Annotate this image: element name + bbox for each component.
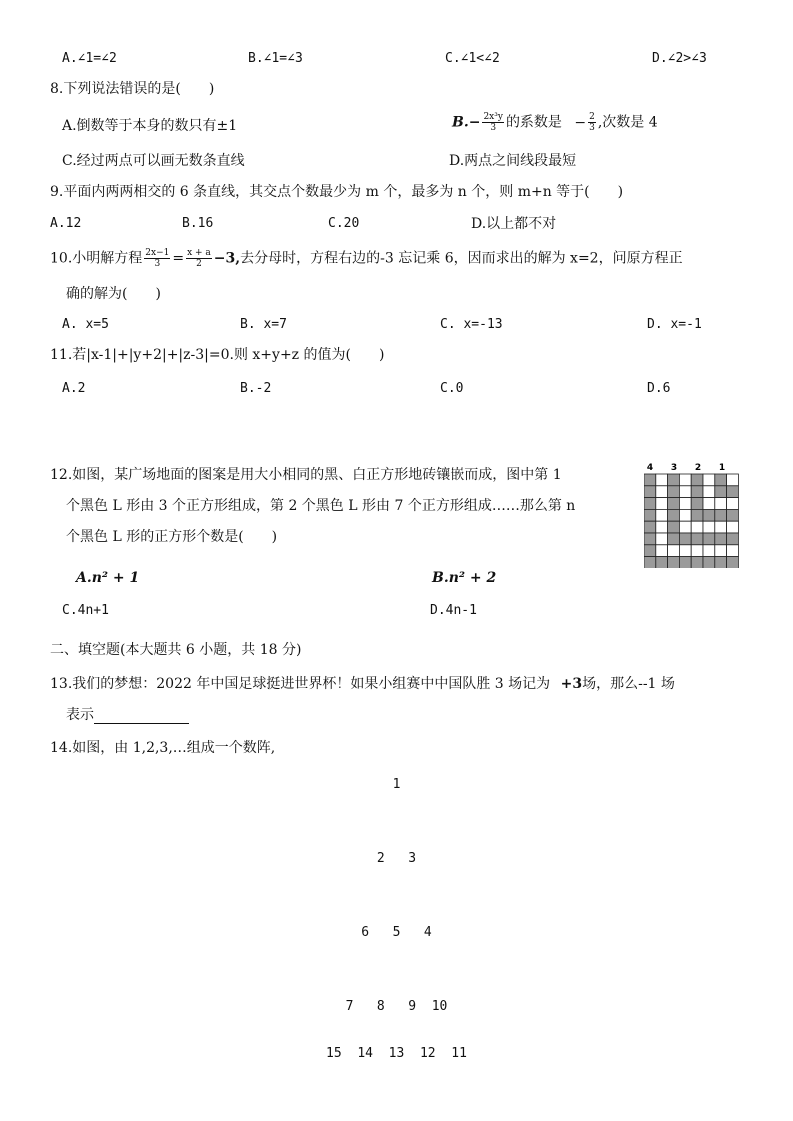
q7-option-b: B.∠1=∠3 (248, 51, 303, 66)
grid-tile (727, 533, 739, 545)
grid-tile (644, 509, 656, 521)
q10-minus-three: −3, (213, 250, 241, 267)
q9-option-b: B.16 (182, 216, 214, 231)
grid-tile (679, 557, 691, 568)
q7-option-d: D.∠2>∠3 (652, 51, 707, 66)
grid-tile (644, 486, 656, 498)
grid-tile (727, 486, 739, 498)
q8-option-b-neg: − (574, 114, 587, 131)
q9-option-d: D.以上都不对 (471, 216, 557, 232)
grid-tile (703, 557, 715, 568)
grid-tile (703, 521, 715, 533)
grid-tile (668, 533, 680, 545)
grid-tile (679, 533, 691, 545)
grid-tile (715, 557, 727, 568)
grid-tile (656, 521, 668, 533)
q10-option-d: D. x=-1 (647, 317, 702, 332)
grid-tile (644, 533, 656, 545)
grid-tile (715, 486, 727, 498)
q8-stem: 8.下列说法错误的是( ) (50, 81, 215, 97)
grid-tile (691, 509, 703, 521)
grid-tile (727, 557, 739, 568)
q8-option-b-fraction2: $\frac{2}{3}$ (589, 112, 595, 133)
grid-tile (668, 486, 680, 498)
q12-option-d: D.4n-1 (430, 603, 477, 618)
q13-answer-blank[interactable] (94, 709, 189, 724)
q10-fraction-right: $\frac{x + a}{2}$ (187, 248, 211, 269)
grid-tile (691, 533, 703, 545)
grid-tile (656, 486, 668, 498)
q8-option-b-suffix: ,次数是 4 (597, 114, 658, 131)
q10-equals: = (172, 250, 185, 267)
fig-label-1: 1 (718, 463, 726, 473)
q11-stem: 11.若|x-1|+|y+2|+|z-3|=0.则 x+y+z 的值为( ) (50, 347, 385, 363)
q9-option-a: A.12 (50, 216, 82, 231)
q9-stem: 9.平面内两两相交的 6 条直线，其交点个数最少为 m 个，最多为 n 个，则 m+n 等于( ) (50, 184, 624, 200)
q10-line2: 确的解为( ) (66, 286, 161, 302)
q10-prefix: 10.小明解方程 (50, 250, 143, 267)
grid-tile (644, 498, 656, 510)
q11-option-a: A.2 (62, 381, 86, 396)
q8-option-a: A.倒数等于本身的数只有±1 (62, 118, 238, 134)
q13-line2 (66, 706, 189, 724)
grid-tile (656, 557, 668, 568)
grid-tile (691, 498, 703, 510)
grid-tile (656, 498, 668, 510)
grid-tile (715, 533, 727, 545)
q11-option-b: B.-2 (240, 381, 272, 396)
q8-option-c: C.经过两点可以画无数条直线 (62, 153, 245, 169)
grid-tile (644, 545, 656, 557)
grid-tile (727, 509, 739, 521)
fig-label-4: 4 (646, 463, 654, 473)
q13-plus-three: +3 (560, 676, 583, 692)
grid-tile (715, 545, 727, 557)
grid-tile (703, 545, 715, 557)
grid-tile (679, 486, 691, 498)
grid-tile (679, 521, 691, 533)
q10-rest: 去分母时，方程右边的-3 忘记乘 6，因而求出的解为 x=2，问原方程正 (240, 250, 683, 267)
grid-tile (644, 557, 656, 568)
q8-option-b-text: 的系数是 (505, 114, 562, 131)
grid-tile (656, 474, 668, 486)
grid-tile (703, 533, 715, 545)
q12-line3: 个黑色 L 形的正方形个数是( ) (66, 529, 278, 545)
grid-tile (644, 521, 656, 533)
grid-tile (668, 521, 680, 533)
grid-tile (644, 474, 656, 486)
q14-row-4: 7 8 9 10 (345, 999, 448, 1014)
grid-tile (727, 545, 739, 557)
q8-option-b (452, 112, 658, 133)
grid-tile (691, 545, 703, 557)
grid-tile (668, 509, 680, 521)
q12-option-a: A.n² + 1 (76, 570, 140, 586)
grid-tile (703, 498, 715, 510)
l-shape-tile-figure (644, 462, 740, 568)
grid-tile (691, 486, 703, 498)
grid-tile (668, 474, 680, 486)
q10-fraction-left: $\frac{2x-1}{3}$ (145, 248, 170, 269)
grid-tile (679, 474, 691, 486)
grid-tile (679, 545, 691, 557)
q8-option-d: D.两点之间线段最短 (449, 153, 577, 169)
grid-tile (668, 545, 680, 557)
q8-option-b-prefix: B.− (452, 114, 481, 131)
grid-tile (679, 498, 691, 510)
q14-row-5: 15 14 13 12 11 (326, 1046, 467, 1061)
q10-option-b: B. x=7 (240, 317, 287, 332)
grid-tile (668, 557, 680, 568)
q12-line2: 个黑色 L 形由 3 个正方形组成，第 2 个黑色 L 形由 7 个正方形组成……那么第 n (66, 498, 576, 514)
q10-option-c: C. x=-13 (440, 317, 503, 332)
q13-text-end: 场，那么--1 场 (582, 676, 675, 692)
q14-stem: 14.如图，由 1,2,3,…组成一个数阵, (50, 740, 276, 756)
grid-tile (656, 533, 668, 545)
q12-option-b: B.n² + 2 (432, 570, 497, 586)
q12-line1: 12.如图，某广场地面的图案是用大小相同的黑、白正方形地砖镶嵌而成，图中第 1 (50, 467, 562, 483)
q13-line1 (50, 675, 675, 693)
grid-tile (691, 557, 703, 568)
fig-label-2: 2 (694, 463, 702, 473)
section-2-heading: 二、填空题(本大题共 6 小题，共 18 分) (50, 642, 302, 658)
grid-tile (727, 521, 739, 533)
q11-option-c: C.0 (440, 381, 464, 396)
q14-row-3: 6 5 4 (361, 925, 432, 940)
grid-tile (656, 509, 668, 521)
q13-text: 13.我们的梦想：2022 年中国足球挺进世界杯！如果小组赛中中国队胜 3 场记为 (50, 676, 551, 692)
q14-row-2: 2 3 (376, 851, 417, 866)
q12-option-c: C.4n+1 (62, 603, 109, 618)
q10-stem (50, 248, 683, 269)
grid-tile (715, 498, 727, 510)
q14-row-1: 1 (392, 777, 401, 792)
q9-option-c: C.20 (328, 216, 360, 231)
grid-tile (715, 474, 727, 486)
q13-line2-text: 表示 (66, 707, 94, 723)
grid-tile (691, 474, 703, 486)
q7-option-a: A.∠1=∠2 (62, 51, 117, 66)
grid-tile (703, 474, 715, 486)
grid-tile (679, 509, 691, 521)
q7-option-c: C.∠1<∠2 (445, 51, 500, 66)
grid-tile (703, 509, 715, 521)
grid-tile (703, 486, 715, 498)
grid-tile (727, 474, 739, 486)
q11-option-d: D.6 (647, 381, 671, 396)
fig-label-3: 3 (670, 463, 678, 473)
grid-tile (727, 498, 739, 510)
grid-tile (668, 498, 680, 510)
q10-option-a: A. x=5 (62, 317, 109, 332)
q8-option-b-fraction: $\frac{\text{2x³y}}{3}$ (483, 112, 503, 133)
grid-tile (715, 509, 727, 521)
grid-tile (691, 521, 703, 533)
grid-tile (656, 545, 668, 557)
grid-tile (715, 521, 727, 533)
